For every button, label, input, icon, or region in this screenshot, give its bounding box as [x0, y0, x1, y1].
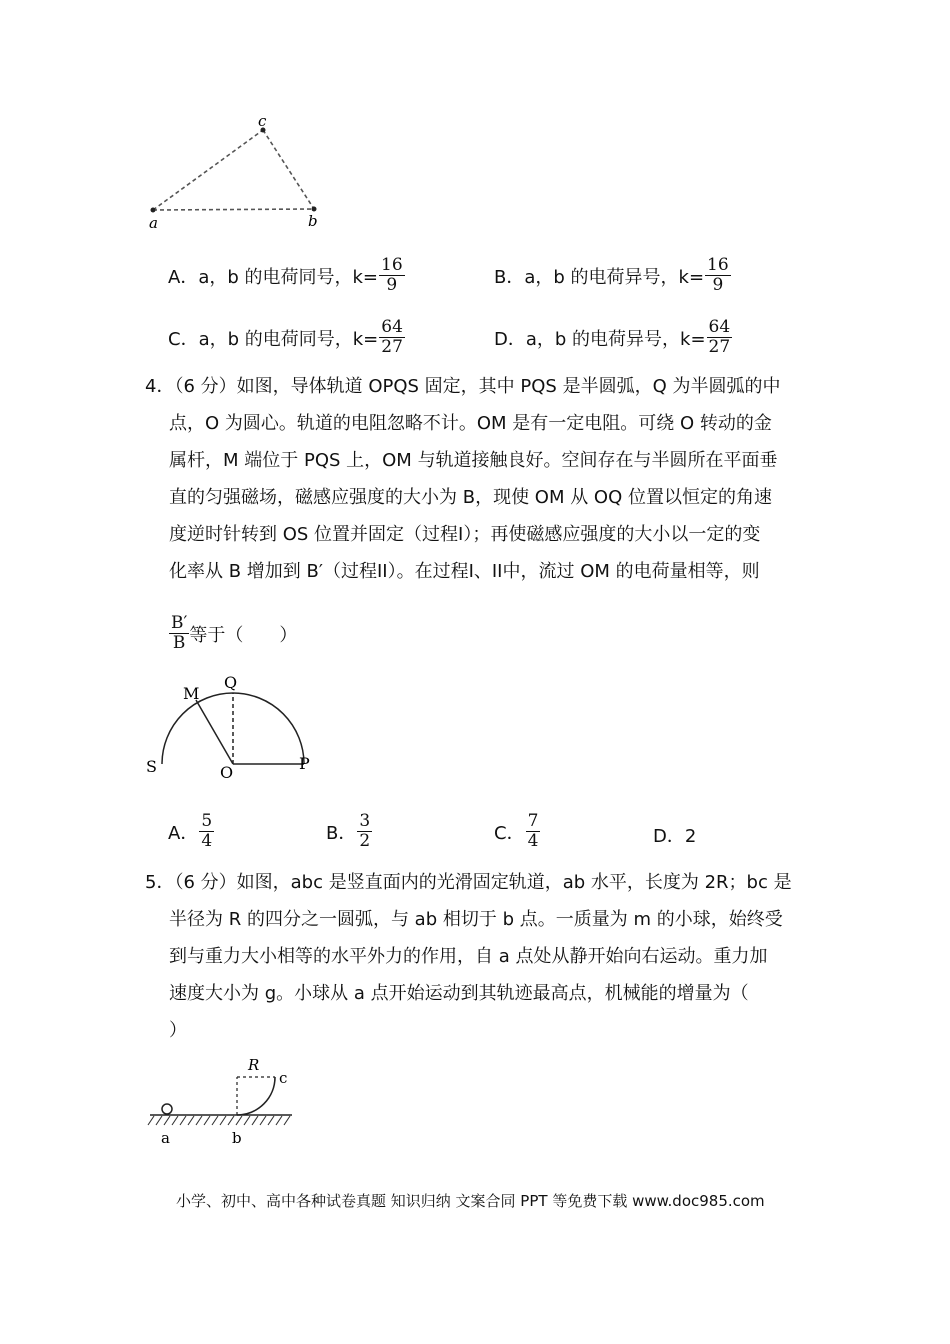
q3-option-c[interactable]: [168, 318, 405, 357]
q5-line-1: 5．（6 分）如图，abc 是竖直面内的光滑固定轨道，ab 水平，长度为 2R；bc 是: [145, 872, 792, 893]
q4-option-b[interactable]: [326, 812, 372, 851]
point-a: [151, 208, 156, 213]
label-r: R: [248, 1056, 260, 1074]
track-figure: [140, 1050, 310, 1150]
option-label: B．: [326, 822, 357, 844]
option-label: D．a，b 的电荷异号，k=: [494, 328, 706, 350]
edge-ac: [153, 130, 263, 210]
semicircle-figure: [140, 672, 330, 784]
q4-option-c[interactable]: [494, 812, 540, 851]
label-p: P: [299, 754, 310, 773]
label-m: M: [183, 684, 200, 703]
edge-ab: [153, 209, 314, 210]
label-q: Q: [224, 673, 238, 692]
q4-line-2: 点，O 为圆心。轨道的电阻忽略不计。OM 是有一定电阻。可绕 O 转动的金: [169, 413, 772, 434]
option-label: A．a，b 的电荷同号，k=: [168, 266, 378, 288]
triangle-figure: [140, 112, 340, 234]
ground-hatching: [148, 1116, 290, 1125]
q3-option-d[interactable]: [494, 318, 732, 357]
q4-line-5: 度逆时针转到 OS 位置并固定（过程I）；再使磁感应强度的大小以一定的变: [169, 524, 761, 545]
option-fraction: $\frac{16}{9}$: [381, 255, 403, 295]
label-c: c: [258, 112, 267, 130]
option-label: C．a，b 的电荷同号，k=: [168, 328, 379, 350]
q4-option-a[interactable]: [168, 812, 214, 851]
option-label: C．: [494, 822, 525, 844]
option-label: D．2: [653, 826, 697, 847]
rod-om: [196, 700, 233, 764]
q4-line-6: 化率从 B 增加到 B′（过程II）。在过程I、II中，流过 OM 的电荷量相等，则: [169, 561, 760, 582]
option-fraction: $\frac{64}{27}$: [381, 317, 403, 357]
option-fraction: $\frac{64}{27}$: [708, 317, 731, 357]
label-b: b: [308, 212, 318, 230]
option-fraction: $\frac{5}{4}$: [201, 811, 213, 851]
q3-option-a[interactable]: [168, 256, 405, 295]
q5-line-3: 到与重力大小相等的水平外力的作用，自 a 点处从静开始向右运动。重力加: [169, 946, 768, 967]
label-a: a: [149, 214, 158, 232]
option-fraction: $\frac{16}{9}$: [707, 255, 729, 295]
question-5: [145, 864, 792, 1049]
label-o: O: [220, 763, 234, 782]
edge-cb: [263, 130, 314, 209]
q4-ratio: [168, 614, 297, 653]
option-fraction: $\frac{3}{2}$: [359, 811, 371, 851]
option-label: B．a，b 的电荷异号，k=: [494, 266, 705, 288]
q5-line-5: ）: [169, 1020, 187, 1041]
q5-line-4: 速度大小为 g。小球从 a 点开始运动到其轨迹最高点，机械能的增量为（: [169, 983, 749, 1004]
label-s: S: [146, 757, 157, 776]
ball: [162, 1104, 172, 1114]
option-label: A．: [168, 822, 199, 844]
q4-line-4: 直的匀强磁场，磁感应强度的大小为 B，现使 OM 从 OQ 位置以恒定的角速: [169, 487, 772, 508]
label-c: c: [279, 1069, 288, 1087]
q4-option-d[interactable]: [653, 822, 696, 848]
arc-bc: [237, 1077, 275, 1115]
option-fraction: $\frac{7}{4}$: [527, 811, 539, 851]
q4-line-3: 属杆，M 端位于 PQS 上，OM 与轨道接触良好。空间存在与半圆所在平面垂: [169, 450, 778, 471]
page-footer: 小学、初中、高中各种试卷真题 知识归纳 文案合同 PPT 等免费下载 www.doc985.com: [176, 1192, 765, 1210]
q3-option-b[interactable]: [494, 256, 731, 295]
ratio-tail: 等于（ ）: [189, 624, 298, 646]
label-a: a: [161, 1129, 170, 1147]
point-b: [312, 207, 317, 212]
question-4: [145, 368, 780, 590]
q4-line-1: 4．（6 分）如图，导体轨道 OPQS 固定，其中 PQS 是半圆弧，Q 为半圆弧的中: [145, 376, 781, 397]
q5-line-2: 半径为 R 的四分之一圆弧，与 ab 相切于 b 点。一质量为 m 的小球，始终受: [169, 909, 783, 930]
ratio-fraction: $\frac{B'}{B}$: [171, 613, 188, 653]
label-b: b: [232, 1129, 242, 1147]
